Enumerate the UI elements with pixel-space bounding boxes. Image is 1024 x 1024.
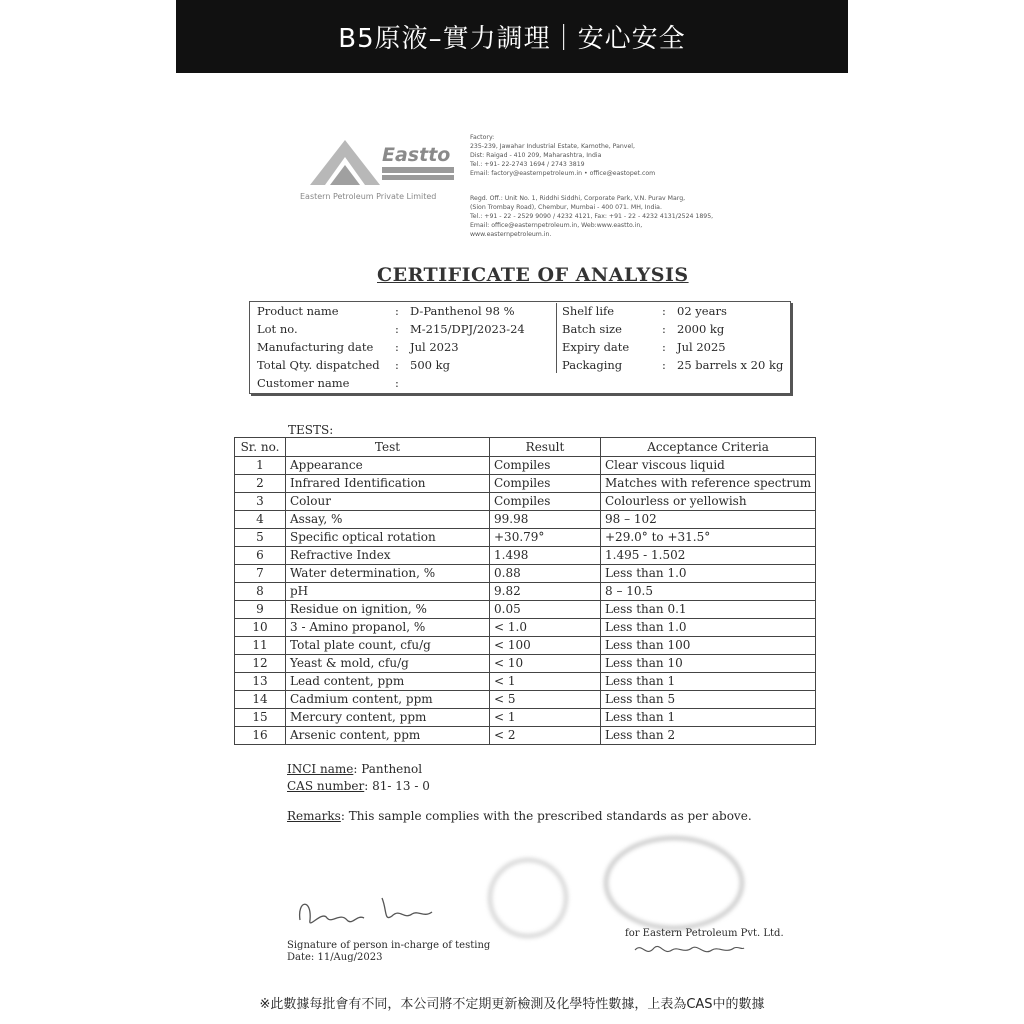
logo-text: Eastto bbox=[382, 144, 451, 166]
info-label: Total Qty. dispatched bbox=[257, 358, 380, 372]
remarks-line: Remarks: This sample complies with the prescribed standards as per above. bbox=[287, 809, 752, 823]
sr-no-cell: 4 bbox=[235, 511, 286, 529]
sr-no-cell: 7 bbox=[235, 565, 286, 583]
sr-no-cell: 5 bbox=[235, 529, 286, 547]
criteria-cell: Less than 2 bbox=[601, 727, 816, 745]
criteria-cell: Less than 0.1 bbox=[601, 601, 816, 619]
criteria-cell: Less than 5 bbox=[601, 691, 816, 709]
info-label: Batch size bbox=[562, 322, 622, 336]
test-cell: Total plate count, cfu/g bbox=[286, 637, 490, 655]
info-colon: : bbox=[662, 304, 666, 318]
company-signature-icon bbox=[632, 938, 747, 963]
test-cell: Appearance bbox=[286, 457, 490, 475]
inci-line: INCI name: Panthenol bbox=[287, 762, 423, 776]
test-cell: pH bbox=[286, 583, 490, 601]
sr-no-cell: 9 bbox=[235, 601, 286, 619]
result-cell: Compiles bbox=[490, 475, 601, 493]
test-cell: Mercury content, ppm bbox=[286, 709, 490, 727]
criteria-cell: Less than 1 bbox=[601, 709, 816, 727]
sr-no-cell: 2 bbox=[235, 475, 286, 493]
test-cell: Refractive Index bbox=[286, 547, 490, 565]
info-colon: : bbox=[395, 304, 399, 318]
info-value: 500 kg bbox=[410, 358, 450, 372]
page-banner: B5原液–實力調理｜安心安全 bbox=[176, 0, 848, 73]
info-colon: : bbox=[395, 340, 399, 354]
table-row bbox=[235, 457, 816, 475]
result-cell: < 1 bbox=[490, 709, 601, 727]
company-stamp-icon bbox=[604, 836, 744, 930]
test-cell: Yeast & mold, cfu/g bbox=[286, 655, 490, 673]
criteria-cell: 1.495 - 1.502 bbox=[601, 547, 816, 565]
logo-bar bbox=[382, 167, 454, 173]
table-row bbox=[235, 691, 816, 709]
table-row bbox=[235, 637, 816, 655]
cas-line: CAS number: 81- 13 - 0 bbox=[287, 779, 430, 793]
column-header: Result bbox=[490, 438, 601, 457]
criteria-cell: Less than 1 bbox=[601, 673, 816, 691]
table-row bbox=[235, 511, 816, 529]
sr-no-cell: 15 bbox=[235, 709, 286, 727]
test-cell: Water determination, % bbox=[286, 565, 490, 583]
table-row bbox=[235, 655, 816, 673]
criteria-cell: Less than 100 bbox=[601, 637, 816, 655]
company-name: Eastern Petroleum Private Limited bbox=[300, 192, 437, 201]
info-label: Expiry date bbox=[562, 340, 630, 354]
table-row bbox=[235, 727, 816, 745]
info-value: 2000 kg bbox=[677, 322, 725, 336]
criteria-cell: Clear viscous liquid bbox=[601, 457, 816, 475]
table-row bbox=[235, 601, 816, 619]
column-header: Acceptance Criteria bbox=[601, 438, 816, 457]
factory-address: Factory: 235-239, Jawahar Industrial Estate, Kamothe, Panvel, Dist: Raigad - 410 209, Maharashtra, India Tel.: +91- 22-2743 1694 / 2743 3819 Email: factory@easternpetroleum.in • office@eastopet.com bbox=[470, 134, 656, 177]
criteria-cell: 8 – 10.5 bbox=[601, 583, 816, 601]
table-header-row bbox=[235, 438, 816, 457]
info-value: 02 years bbox=[677, 304, 727, 318]
info-colon: : bbox=[395, 376, 399, 390]
office-address: Regd. Off.: Unit No. 1, Riddhi Siddhi, Corporate Park, V.N. Purav Marg, (Sion Trombay Road), Chembur, Mumbai - 400 071. MH, India. Tel.: +91 - 22 - 2529 9090 / 4232 4121, Fax: +91 - 22 - 4232 4131/2524 1895, Email: office@easternpetroleum.in, Web:www.eastto.in, www.easternpetroleum.in. bbox=[470, 195, 714, 238]
result-cell: +30.79° bbox=[490, 529, 601, 547]
test-cell: Colour bbox=[286, 493, 490, 511]
criteria-cell: Less than 10 bbox=[601, 655, 816, 673]
test-cell: Cadmium content, ppm bbox=[286, 691, 490, 709]
test-cell: Residue on ignition, % bbox=[286, 601, 490, 619]
result-cell: 0.88 bbox=[490, 565, 601, 583]
sr-no-cell: 6 bbox=[235, 547, 286, 565]
table-row bbox=[235, 547, 816, 565]
info-value: Jul 2025 bbox=[677, 340, 726, 354]
criteria-cell: Matches with reference spectrum bbox=[601, 475, 816, 493]
info-colon: : bbox=[662, 322, 666, 336]
info-colon: : bbox=[395, 322, 399, 336]
result-cell: 99.98 bbox=[490, 511, 601, 529]
info-value: M-215/DPJ/2023-24 bbox=[410, 322, 525, 336]
table-row bbox=[235, 673, 816, 691]
table-row bbox=[235, 619, 816, 637]
table-row bbox=[235, 529, 816, 547]
table-row bbox=[235, 565, 816, 583]
criteria-cell: 98 – 102 bbox=[601, 511, 816, 529]
signature-label: Signature of person in-charge of testing bbox=[287, 940, 491, 951]
result-cell: < 2 bbox=[490, 727, 601, 745]
info-label: Product name bbox=[257, 304, 339, 318]
result-cell: 9.82 bbox=[490, 583, 601, 601]
criteria-cell: Colourless or yellowish bbox=[601, 493, 816, 511]
table-row bbox=[235, 709, 816, 727]
info-colon: : bbox=[662, 340, 666, 354]
info-colon: : bbox=[662, 358, 666, 372]
stamp-seal-icon bbox=[488, 858, 568, 938]
info-label: Customer name bbox=[257, 376, 350, 390]
sr-no-cell: 14 bbox=[235, 691, 286, 709]
for-company-label: for Eastern Petroleum Pvt. Ltd. bbox=[625, 928, 784, 939]
sr-no-cell: 10 bbox=[235, 619, 286, 637]
info-value: Jul 2023 bbox=[410, 340, 459, 354]
result-cell: < 100 bbox=[490, 637, 601, 655]
logo-bar bbox=[382, 175, 454, 180]
test-cell: Infrared Identification bbox=[286, 475, 490, 493]
disclaimer-note: ※此數據每批會有不同，本公司將不定期更新檢測及化學特性數據，上表為CAS中的數據 bbox=[259, 997, 765, 1012]
table-row bbox=[235, 493, 816, 511]
sr-no-cell: 8 bbox=[235, 583, 286, 601]
result-cell: Compiles bbox=[490, 457, 601, 475]
info-value: 25 barrels x 20 kg bbox=[677, 358, 784, 372]
info-label: Manufacturing date bbox=[257, 340, 374, 354]
result-cell: < 10 bbox=[490, 655, 601, 673]
result-cell: < 1.0 bbox=[490, 619, 601, 637]
test-cell: Assay, % bbox=[286, 511, 490, 529]
tests-label: TESTS: bbox=[288, 423, 334, 437]
sr-no-cell: 3 bbox=[235, 493, 286, 511]
info-label: Packaging bbox=[562, 358, 623, 372]
signature-date: Date: 11/Aug/2023 bbox=[287, 952, 383, 963]
test-cell: Arsenic content, ppm bbox=[286, 727, 490, 745]
table-row bbox=[235, 583, 816, 601]
result-cell: Compiles bbox=[490, 493, 601, 511]
column-header: Sr. no. bbox=[235, 438, 286, 457]
info-value: D-Panthenol 98 % bbox=[410, 304, 515, 318]
info-colon: : bbox=[395, 358, 399, 372]
column-header: Test bbox=[286, 438, 490, 457]
certificate-title: CERTIFICATE OF ANALYSIS bbox=[377, 264, 689, 286]
criteria-cell: Less than 1.0 bbox=[601, 619, 816, 637]
info-label: Lot no. bbox=[257, 322, 298, 336]
info-divider bbox=[556, 303, 557, 373]
result-cell: 0.05 bbox=[490, 601, 601, 619]
result-cell: < 5 bbox=[490, 691, 601, 709]
sr-no-cell: 11 bbox=[235, 637, 286, 655]
tests-table bbox=[234, 437, 816, 745]
test-cell: 3 - Amino propanol, % bbox=[286, 619, 490, 637]
tester-signature-icon bbox=[292, 890, 442, 935]
criteria-cell: +29.0° to +31.5° bbox=[601, 529, 816, 547]
sr-no-cell: 16 bbox=[235, 727, 286, 745]
info-label: Shelf life bbox=[562, 304, 615, 318]
table-row bbox=[235, 475, 816, 493]
sr-no-cell: 1 bbox=[235, 457, 286, 475]
sr-no-cell: 12 bbox=[235, 655, 286, 673]
result-cell: < 1 bbox=[490, 673, 601, 691]
test-cell: Specific optical rotation bbox=[286, 529, 490, 547]
result-cell: 1.498 bbox=[490, 547, 601, 565]
criteria-cell: Less than 1.0 bbox=[601, 565, 816, 583]
sr-no-cell: 13 bbox=[235, 673, 286, 691]
test-cell: Lead content, ppm bbox=[286, 673, 490, 691]
